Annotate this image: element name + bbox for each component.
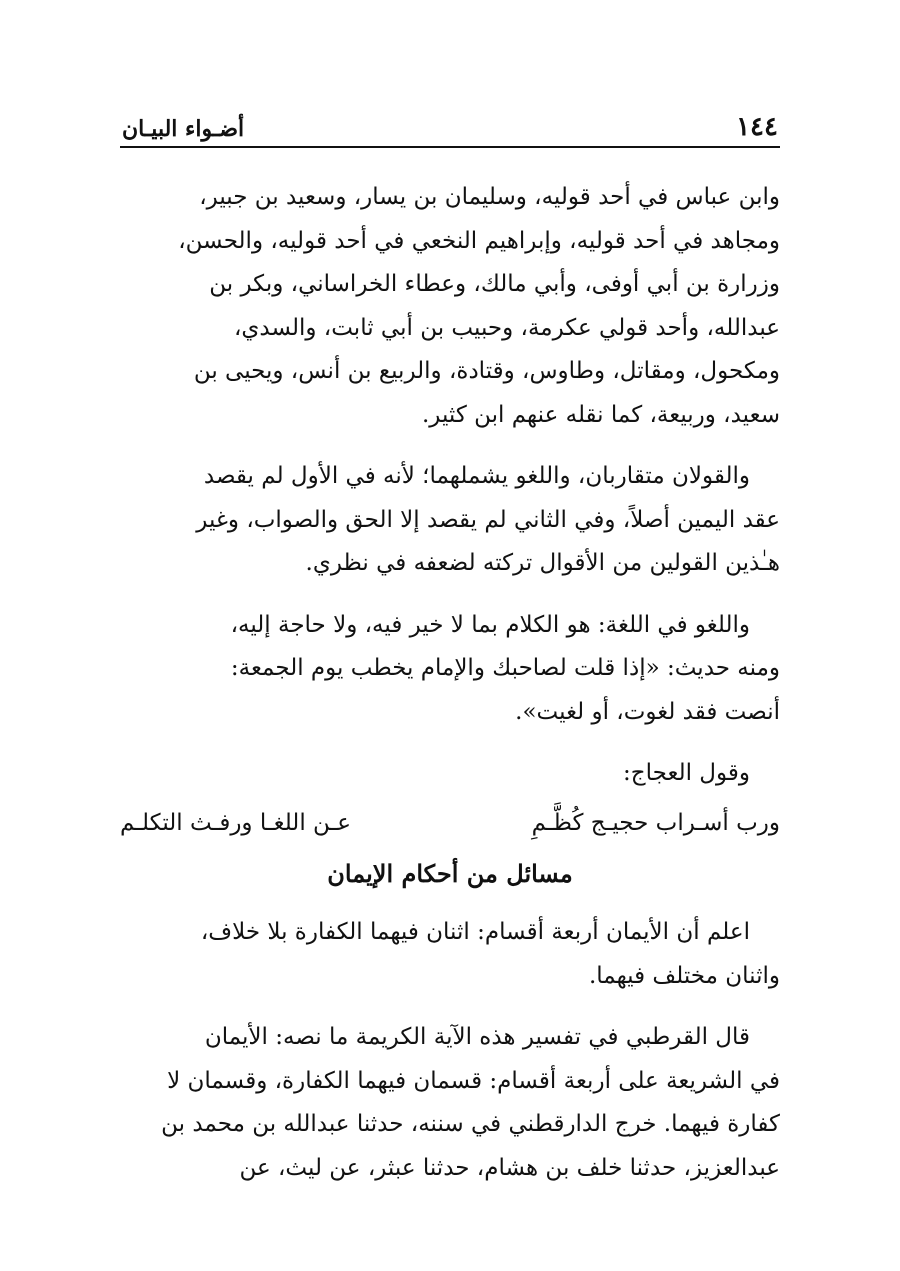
page-header [120, 108, 780, 148]
verse-intro: وقول العجاج: [623, 760, 750, 786]
verse-first-hemistich: ورب أسـراب حجيـج كُظَّـمِ [531, 809, 780, 836]
paragraph: اعلم أن الأيمان أربعة أقسام: اثنان فيهما الكفارة بلا خلاف، واثنان مختلف فيهما. [200, 919, 780, 989]
section-heading: مسائل من أحكام الإيمان [327, 859, 573, 888]
book-page [120, 108, 780, 1208]
book-title: أضـواء البيـان [122, 116, 245, 142]
paragraph: وابن عباس في أحد قوليه، وسليمان بن يسار، وسعيد بن جبير، ومجاهد في أحد قوليه، وإبراهيم النخعي في أحد قوليه، والحسن، وزرارة بن أبي أوفى، وأبي مالك، وعطاء الخراساني، وبكر بن عبدالله، وأحد قولي عكرمة، وحبيب بن أبي ثابت، والسدي، ومكحول، ومقاتل، وطاوس، وقتادة، والربيع بن أنس، ويحيى بن سعيد، وربيعة، كما نقله عنهم ابن كثير. [178, 184, 780, 428]
paragraph: والقولان متقاربان، واللغو يشملهما؛ لأنه في الأول لم يقصد عقد اليمين أصلاً، وفي الثاني لم يقصد إلا الحق والصواب، وغير هـٰذين القولين من الأقوال تركته لضعفه في نظري. [196, 463, 780, 576]
verse-second-hemistich: عـن اللغـا ورفـث التكلـم [120, 809, 351, 836]
page-number: ١٤٤ [736, 112, 778, 142]
page-body [120, 176, 780, 1190]
paragraph: واللغو في اللغة: هو الكلام بما لا خير فيه، ولا حاجة إليه، ومنه حديث: «إذا قلت لصاحبك والإمام يخطب يوم الجمعة: أنصت فقد لغوت، أو لغيت». [230, 611, 780, 725]
poetry-verse [120, 802, 780, 846]
paragraph: قال القرطبي في تفسير هذه الآية الكريمة ما نصه: الأيمان في الشريعة على أربعة أقسام: قسمان فيهما الكفارة، وقسمان لا كفارة فيهما. خرج الدارقطني في سننه، حدثنا عبدالله بن محمد بن عبدالعزيز، حدثنا خلف بن هشام، حدثنا عبثر، عن ليث، عن [161, 1024, 780, 1181]
